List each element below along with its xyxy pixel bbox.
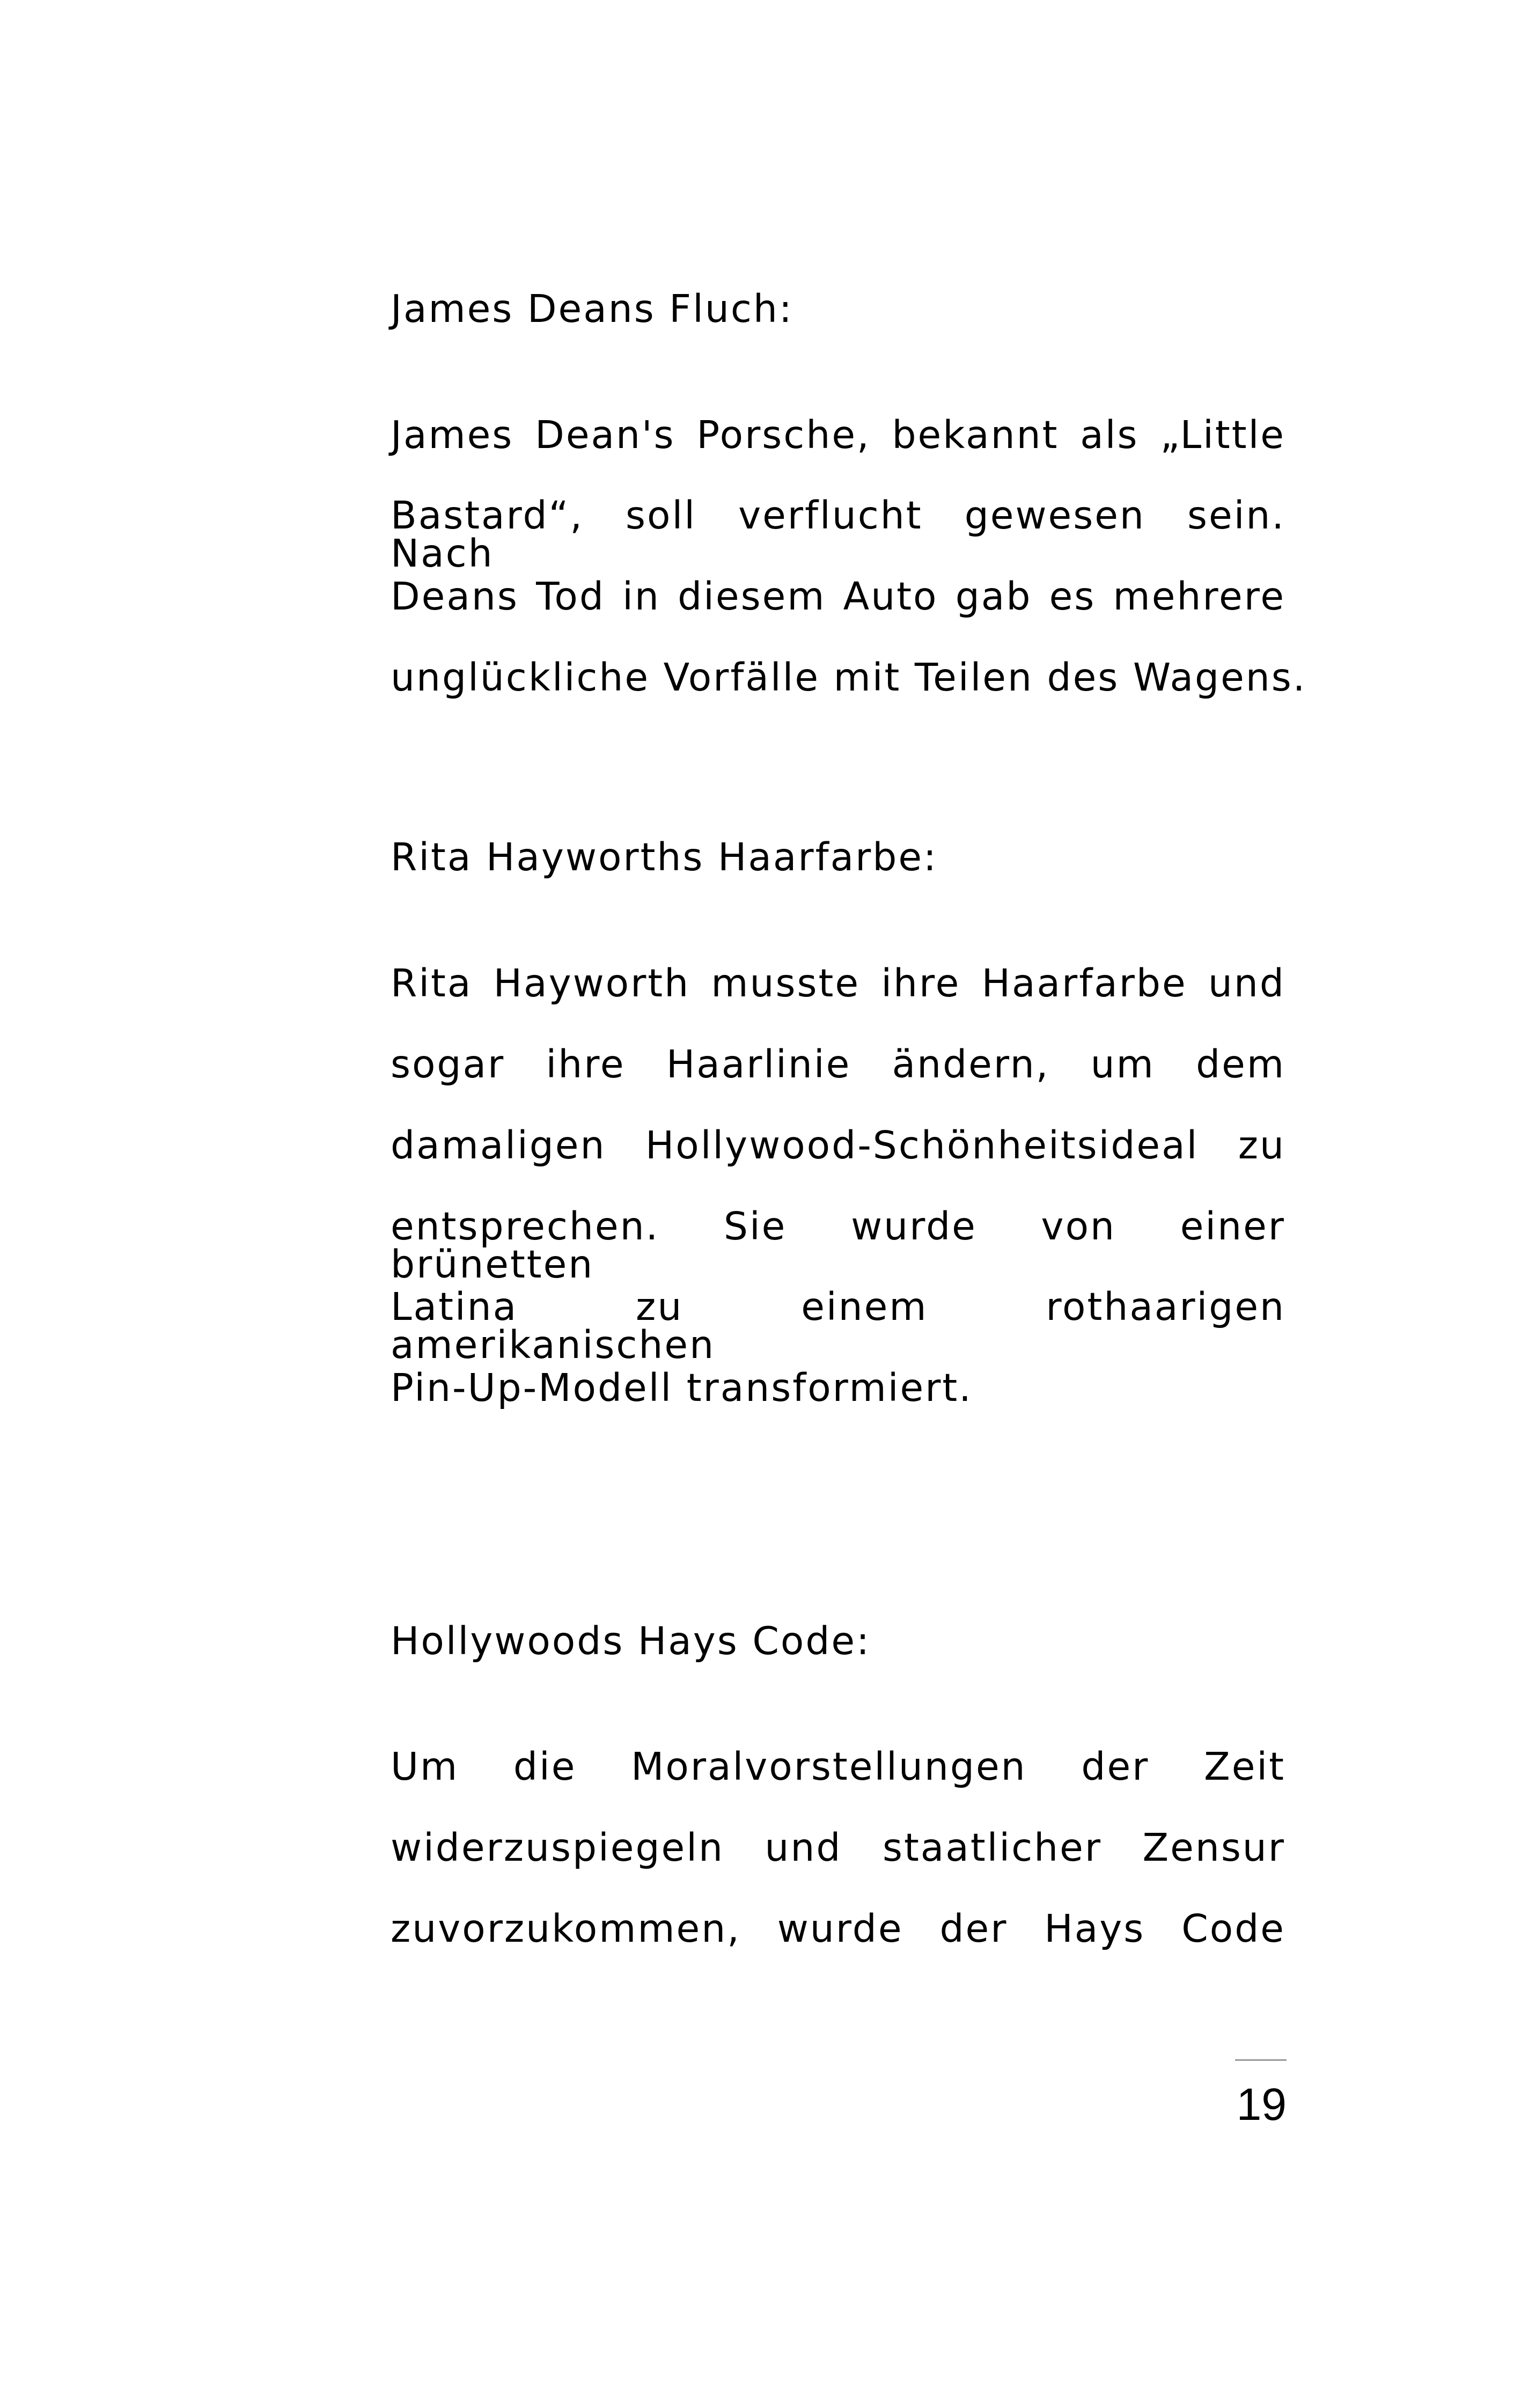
paragraph-line: unglückliche Vorfälle mit Teilen des Wagens. [391, 655, 1307, 700]
section-heading-hays-code: Hollywoods Hays Code: [391, 1619, 871, 1663]
paragraph-line: entsprechen. Sie wurde von einer brünetten [391, 1204, 1285, 1287]
paragraph-line: Latina zu einem rothaarigen amerikanischen [391, 1284, 1285, 1367]
section-heading-james-dean: James Deans Fluch: [391, 287, 793, 331]
footer-divider [1235, 2059, 1287, 2061]
paragraph-line: Pin-Up-Modell transformiert. [391, 1365, 973, 1410]
paragraph-line: Rita Hayworth musste ihre Haarfarbe und [391, 961, 1285, 1005]
paragraph-line: Bastard“, soll verflucht gewesen sein. Nach [391, 493, 1285, 576]
page-number: 19 [1236, 2079, 1287, 2130]
paragraph-line: James Dean's Porsche, bekannt als „Little [391, 413, 1285, 457]
paragraph-line: Deans Tod in diesem Auto gab es mehrere [391, 574, 1285, 619]
paragraph-line: sogar ihre Haarlinie ändern, um dem [391, 1042, 1285, 1086]
section-heading-rita-hayworth: Rita Hayworths Haarfarbe: [391, 835, 938, 879]
paragraph-line: Um die Moralvorstellungen der Zeit [391, 1744, 1285, 1789]
paragraph-line: zuvorzukommen, wurde der Hays Code [391, 1906, 1285, 1951]
paragraph-line: widerzuspiegeln und staatlicher Zensur [391, 1825, 1285, 1870]
paragraph-line: damaligen Hollywood-Schönheitsideal zu [391, 1123, 1285, 1168]
